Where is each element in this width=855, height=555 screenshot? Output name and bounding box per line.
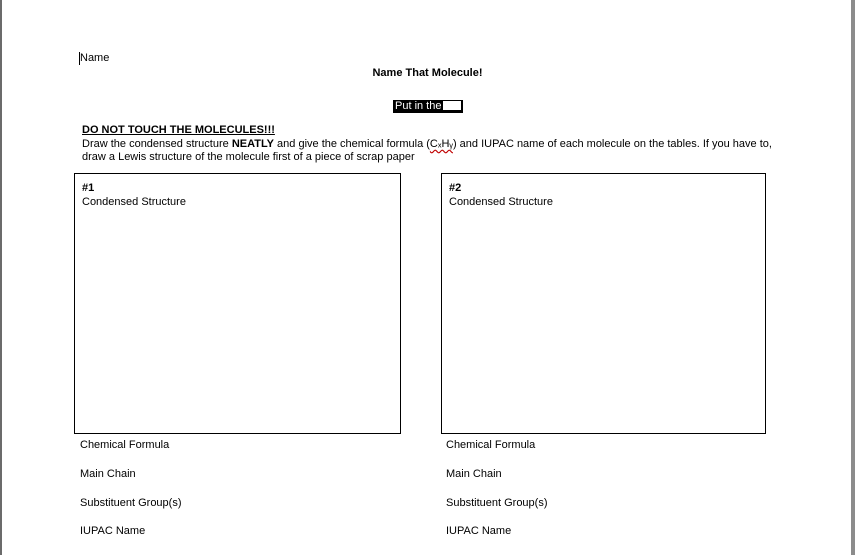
substituent-groups-label: Substituent Group(s) [80,497,182,509]
formula-placeholder: CₓHᵧ [429,138,453,150]
molecule-number: #1 [82,182,95,194]
iupac-name-label: IUPAC Name [446,525,512,537]
molecule-2-structure-box[interactable] [441,173,766,434]
instructions-paragraph: Draw the condensed structure NEATLY and give the chemical formula (CₓHᵧ) and IUPAC name of each molecule on the tables. If you have to, draw a Lewis structure of the molecule first of a piece of scrap paper [82,138,772,163]
window-right-edge [851,0,855,555]
molecule-1-structure-box[interactable] [74,173,401,434]
chemical-formula-label: Chemical Formula [446,439,536,451]
structure-label: Condensed Structure [449,196,553,208]
iupac-name-label: IUPAC Name [80,525,146,537]
substituent-groups-label: Substituent Group(s) [446,497,548,509]
main-chain-label: Main Chain [446,468,502,480]
molecule-number: #2 [449,182,462,194]
highlighted-text: Put in the [393,100,463,113]
document-page[interactable] [2,0,851,555]
highlighted-note [393,96,463,114]
page-title: Name That Molecule! [372,67,483,79]
main-chain-label: Main Chain [80,468,136,480]
redacted-word [443,101,461,110]
name-label: Name [80,52,110,64]
structure-label: Condensed Structure [82,196,186,208]
warning-heading: DO NOT TOUCH THE MOLECULES!!! [82,124,275,136]
chemical-formula-label: Chemical Formula [80,439,170,451]
